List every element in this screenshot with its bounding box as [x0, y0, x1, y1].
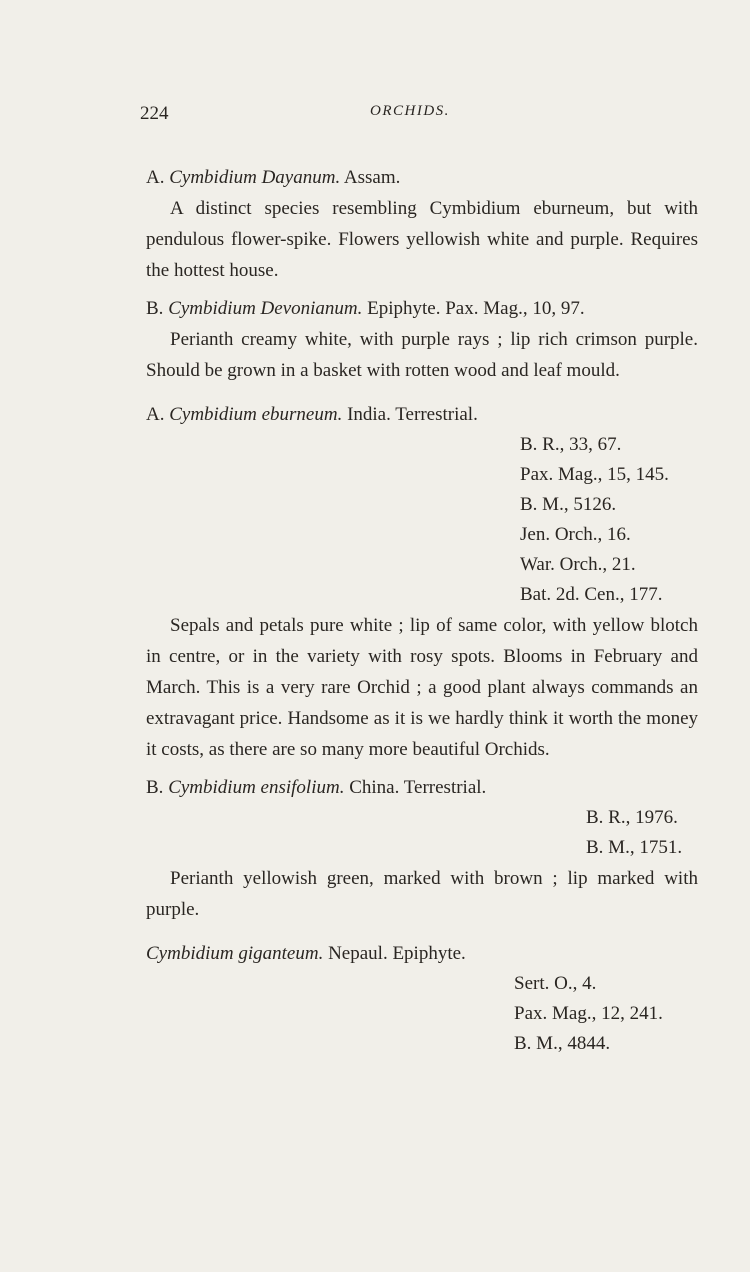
entry-meta: Assam. [343, 167, 401, 188]
reference-item: Bat. 2d. Cen., 177. [520, 584, 663, 605]
entry-meta: India. Terrestrial. [347, 404, 478, 425]
reference-item: B. R., 33, 67. [520, 434, 622, 455]
reference-list [146, 803, 698, 863]
species-description: Perianth yellowish green, marked with brown ; lip marked with purple. [146, 868, 698, 920]
species-description: Sepals and petals pure white ; lip of same color, with yellow blotch in centre, or in the variety with rosy spots. Blooms in February and March. This is a very rare Orchid ; a good plant always commands an extravagant price. Handsome as it is we hardly think it worth the money it costs, as there are so many more beautiful Orchids. [146, 615, 698, 760]
entry-heading [146, 400, 698, 430]
species-description: Perianth creamy white, with purple rays ; lip rich crimson purple. Should be grown in a basket with rotten wood and leaf mould. [146, 329, 698, 381]
species-name: Cymbidium Dayanum. [169, 167, 341, 188]
entry-meta: Epiphyte. Pax. Mag., 10, 97. [367, 298, 585, 319]
reference-item: B. M., 4844. [514, 1033, 611, 1054]
reference-item: Jen. Orch., 16. [520, 524, 631, 545]
entry-prefix: A. [146, 167, 165, 188]
reference-item: B. R., 1976. [586, 807, 678, 828]
reference-item: Sert. O., 4. [514, 973, 597, 994]
entry-heading [146, 939, 698, 969]
running-head [140, 103, 700, 127]
entry-prefix: B. [146, 777, 164, 798]
reference-item: Pax. Mag., 15, 145. [520, 464, 669, 485]
reference-list [146, 430, 698, 610]
reference-item: War. Orch., 21. [520, 554, 636, 575]
entry-meta: China. Terrestrial. [349, 777, 487, 798]
entry-heading [146, 294, 698, 324]
running-title: ORCHIDS. [370, 103, 450, 119]
page-number: 224 [140, 103, 169, 124]
entry-prefix: B. [146, 298, 164, 319]
species-name: Cymbidium giganteum. [146, 943, 324, 964]
species-description: A distinct species resembling Cymbidium eburneum, but with pendulous flower-spike. Flowers yellowish white and purple. Requires the hottest house. [146, 198, 698, 281]
page-content [146, 163, 698, 1059]
reference-item: B. M., 5126. [520, 494, 617, 515]
species-name: Cymbidium Devonianum. [168, 298, 363, 319]
species-name: Cymbidium eburneum. [169, 404, 343, 425]
entry-meta: Nepaul. Epiphyte. [328, 943, 466, 964]
entry-heading [146, 163, 698, 193]
entry-heading [146, 773, 698, 803]
species-name: Cymbidium ensifolium. [168, 777, 345, 798]
reference-list [146, 969, 698, 1059]
reference-item: B. M., 1751. [586, 837, 683, 858]
entry-prefix: A. [146, 404, 165, 425]
reference-item: Pax. Mag., 12, 241. [514, 1003, 663, 1024]
